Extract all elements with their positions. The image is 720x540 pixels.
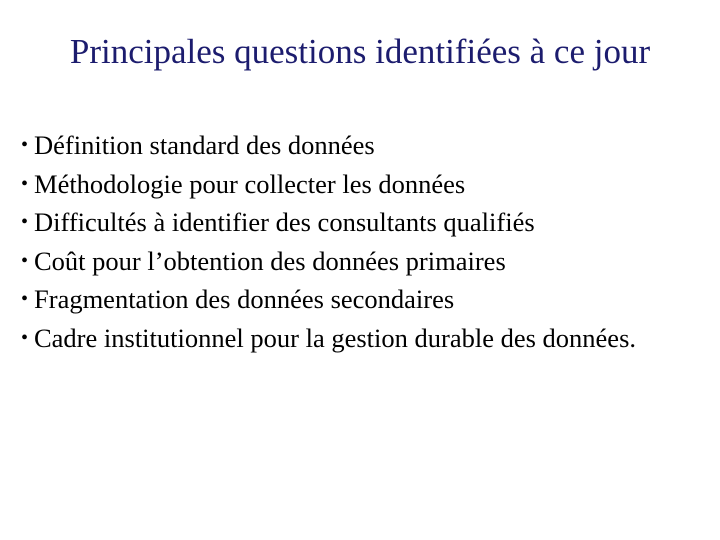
bullet-text: Fragmentation des données secondaires: [34, 284, 455, 314]
bullet-icon: •: [21, 134, 29, 156]
bullet-item: [0, 319, 720, 396]
bullet-item: [0, 242, 720, 281]
bullet-icon: •: [21, 172, 29, 195]
bullet-text: Cadre institutionnel pour la gestion durable des données.: [34, 322, 637, 353]
bullet-text: Difficultés à identifier des consultants qualifiés: [34, 207, 535, 237]
bullet-text: Coût pour l’obtention des données primaires: [34, 245, 506, 276]
bullet-list: [0, 126, 720, 396]
slide-title: Principales questions identifiées à ce jour: [69, 32, 651, 71]
bullet-text: Méthodologie pour collecter les données: [34, 168, 466, 199]
bullet-text: Définition standard des données: [34, 130, 375, 160]
bullet-item: [0, 165, 720, 204]
bullet-icon: •: [21, 288, 29, 310]
bullet-icon: •: [21, 249, 29, 272]
bullet-item: [0, 280, 720, 319]
bullet-item: [0, 203, 720, 242]
bullet-icon: •: [21, 211, 29, 233]
bullet-icon: •: [21, 326, 29, 349]
bullet-item: [0, 126, 720, 165]
